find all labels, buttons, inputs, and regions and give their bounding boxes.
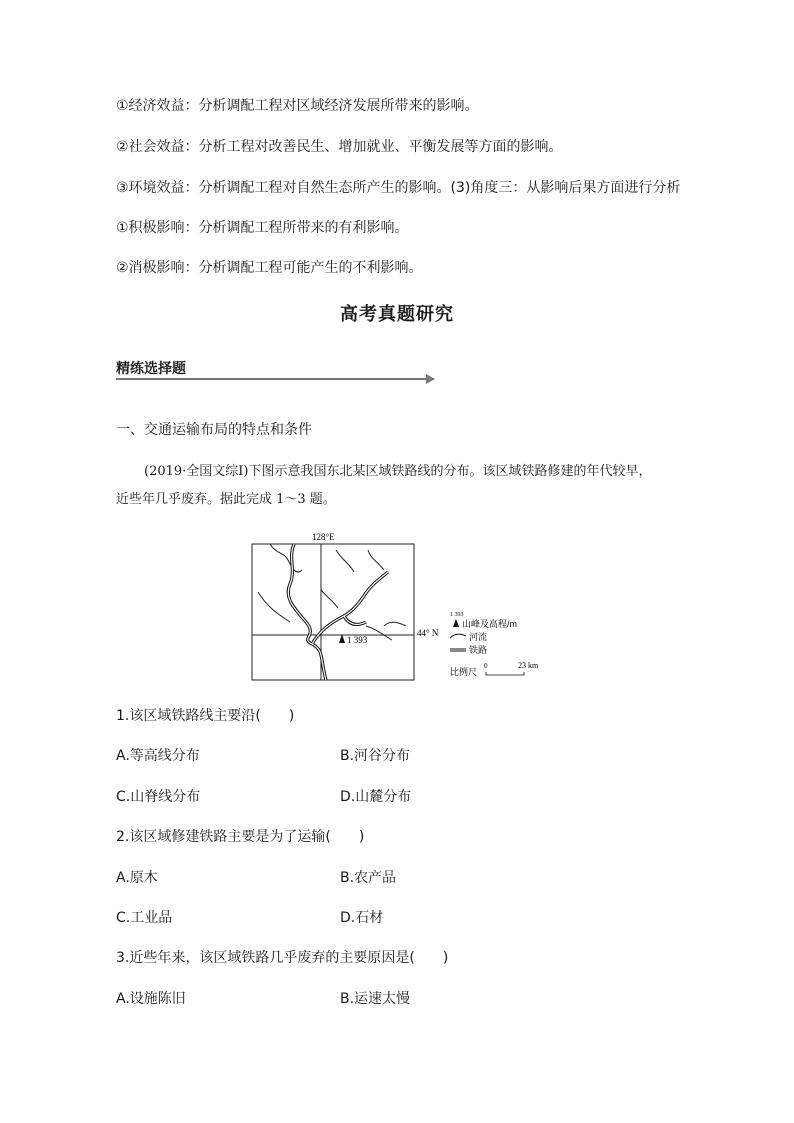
river (366, 626, 392, 640)
question-1-stem: 1.该区域铁路线主要沿( ) (116, 708, 295, 724)
map-legend (450, 612, 539, 677)
legend-peak-value: 1 393 (450, 612, 464, 618)
section-rule (116, 378, 434, 380)
legend-scale-text: 比例尺 (450, 667, 478, 677)
river (384, 622, 406, 626)
legend-scale-end: 23 km (518, 661, 539, 670)
analysis-social: ②社会效益：分析工程对改善民生、增加就业、平衡发展等方面的影响。 (116, 139, 563, 155)
question-1-option-b: B.河谷分布 (340, 748, 411, 764)
river (258, 592, 290, 622)
section-tab: 精练选择题 (116, 361, 186, 377)
legend-scale-zero: 0 (484, 662, 488, 670)
question-3-option-b: B.运速太慢 (340, 991, 411, 1007)
arrow-right-icon (426, 374, 435, 384)
longitude-label: 128°E (312, 532, 335, 542)
river (368, 550, 384, 570)
question-3-option-a: A.设施陈旧 (116, 991, 186, 1007)
part-heading: 一、交通运输布局的特点和条件 (116, 422, 312, 438)
question-1-option-d: D.山麓分布 (340, 789, 412, 805)
river (321, 590, 338, 608)
legend-rail-text: 铁路 (469, 645, 488, 655)
question-2-option-d: D.石材 (340, 910, 384, 926)
river (336, 550, 354, 572)
analysis-econ: ①经济效益：分析调配工程对区域经济发展所带来的影响。 (116, 98, 479, 114)
analysis-negative: ②消极影响：分析调配工程可能产生的不利影响。 (116, 260, 423, 276)
question-2-option-a: A.原木 (116, 870, 158, 886)
river (270, 544, 302, 572)
scale-bar (486, 672, 524, 675)
peak-label: 1 393 (347, 635, 368, 645)
legend-peak-icon (453, 619, 459, 627)
intro-line-2: 近些年几乎废弃。据此完成 1～3 题。 (116, 492, 336, 507)
question-2-stem: 2.该区域修建铁路主要是为了运输( ) (116, 829, 365, 845)
legend-river-icon (450, 634, 466, 638)
railway (312, 572, 388, 644)
legend-peak-text: 山峰及高程/m (462, 619, 517, 629)
railway (288, 544, 326, 680)
question-1-option-c: C.山脊线分布 (116, 789, 201, 805)
railway-map (250, 530, 550, 682)
question-2-option-c: C.工业品 (116, 910, 173, 926)
section-title: 高考真题研究 (340, 304, 454, 325)
legend-river-text: 河流 (469, 632, 488, 642)
analysis-env: ③环境效益：分析调配工程对自然生态所产生的影响。(3)角度三：从影响后果方面进行分析 (116, 180, 681, 196)
latitude-label: 44° N (417, 628, 439, 638)
question-1-option-a: A.等高线分布 (116, 748, 200, 764)
question-2-option-b: B.农产品 (340, 870, 397, 886)
analysis-positive: ①积极影响：分析调配工程所带来的有利影响。 (116, 220, 409, 236)
question-3-stem: 3.近些年来，该区域铁路几乎废弃的主要原因是( ) (116, 950, 449, 966)
intro-line-1: (2019·全国文综Ⅰ)下图示意我国东北某区域铁路线的分布。该区域铁路修建的年代较早， (144, 464, 652, 479)
